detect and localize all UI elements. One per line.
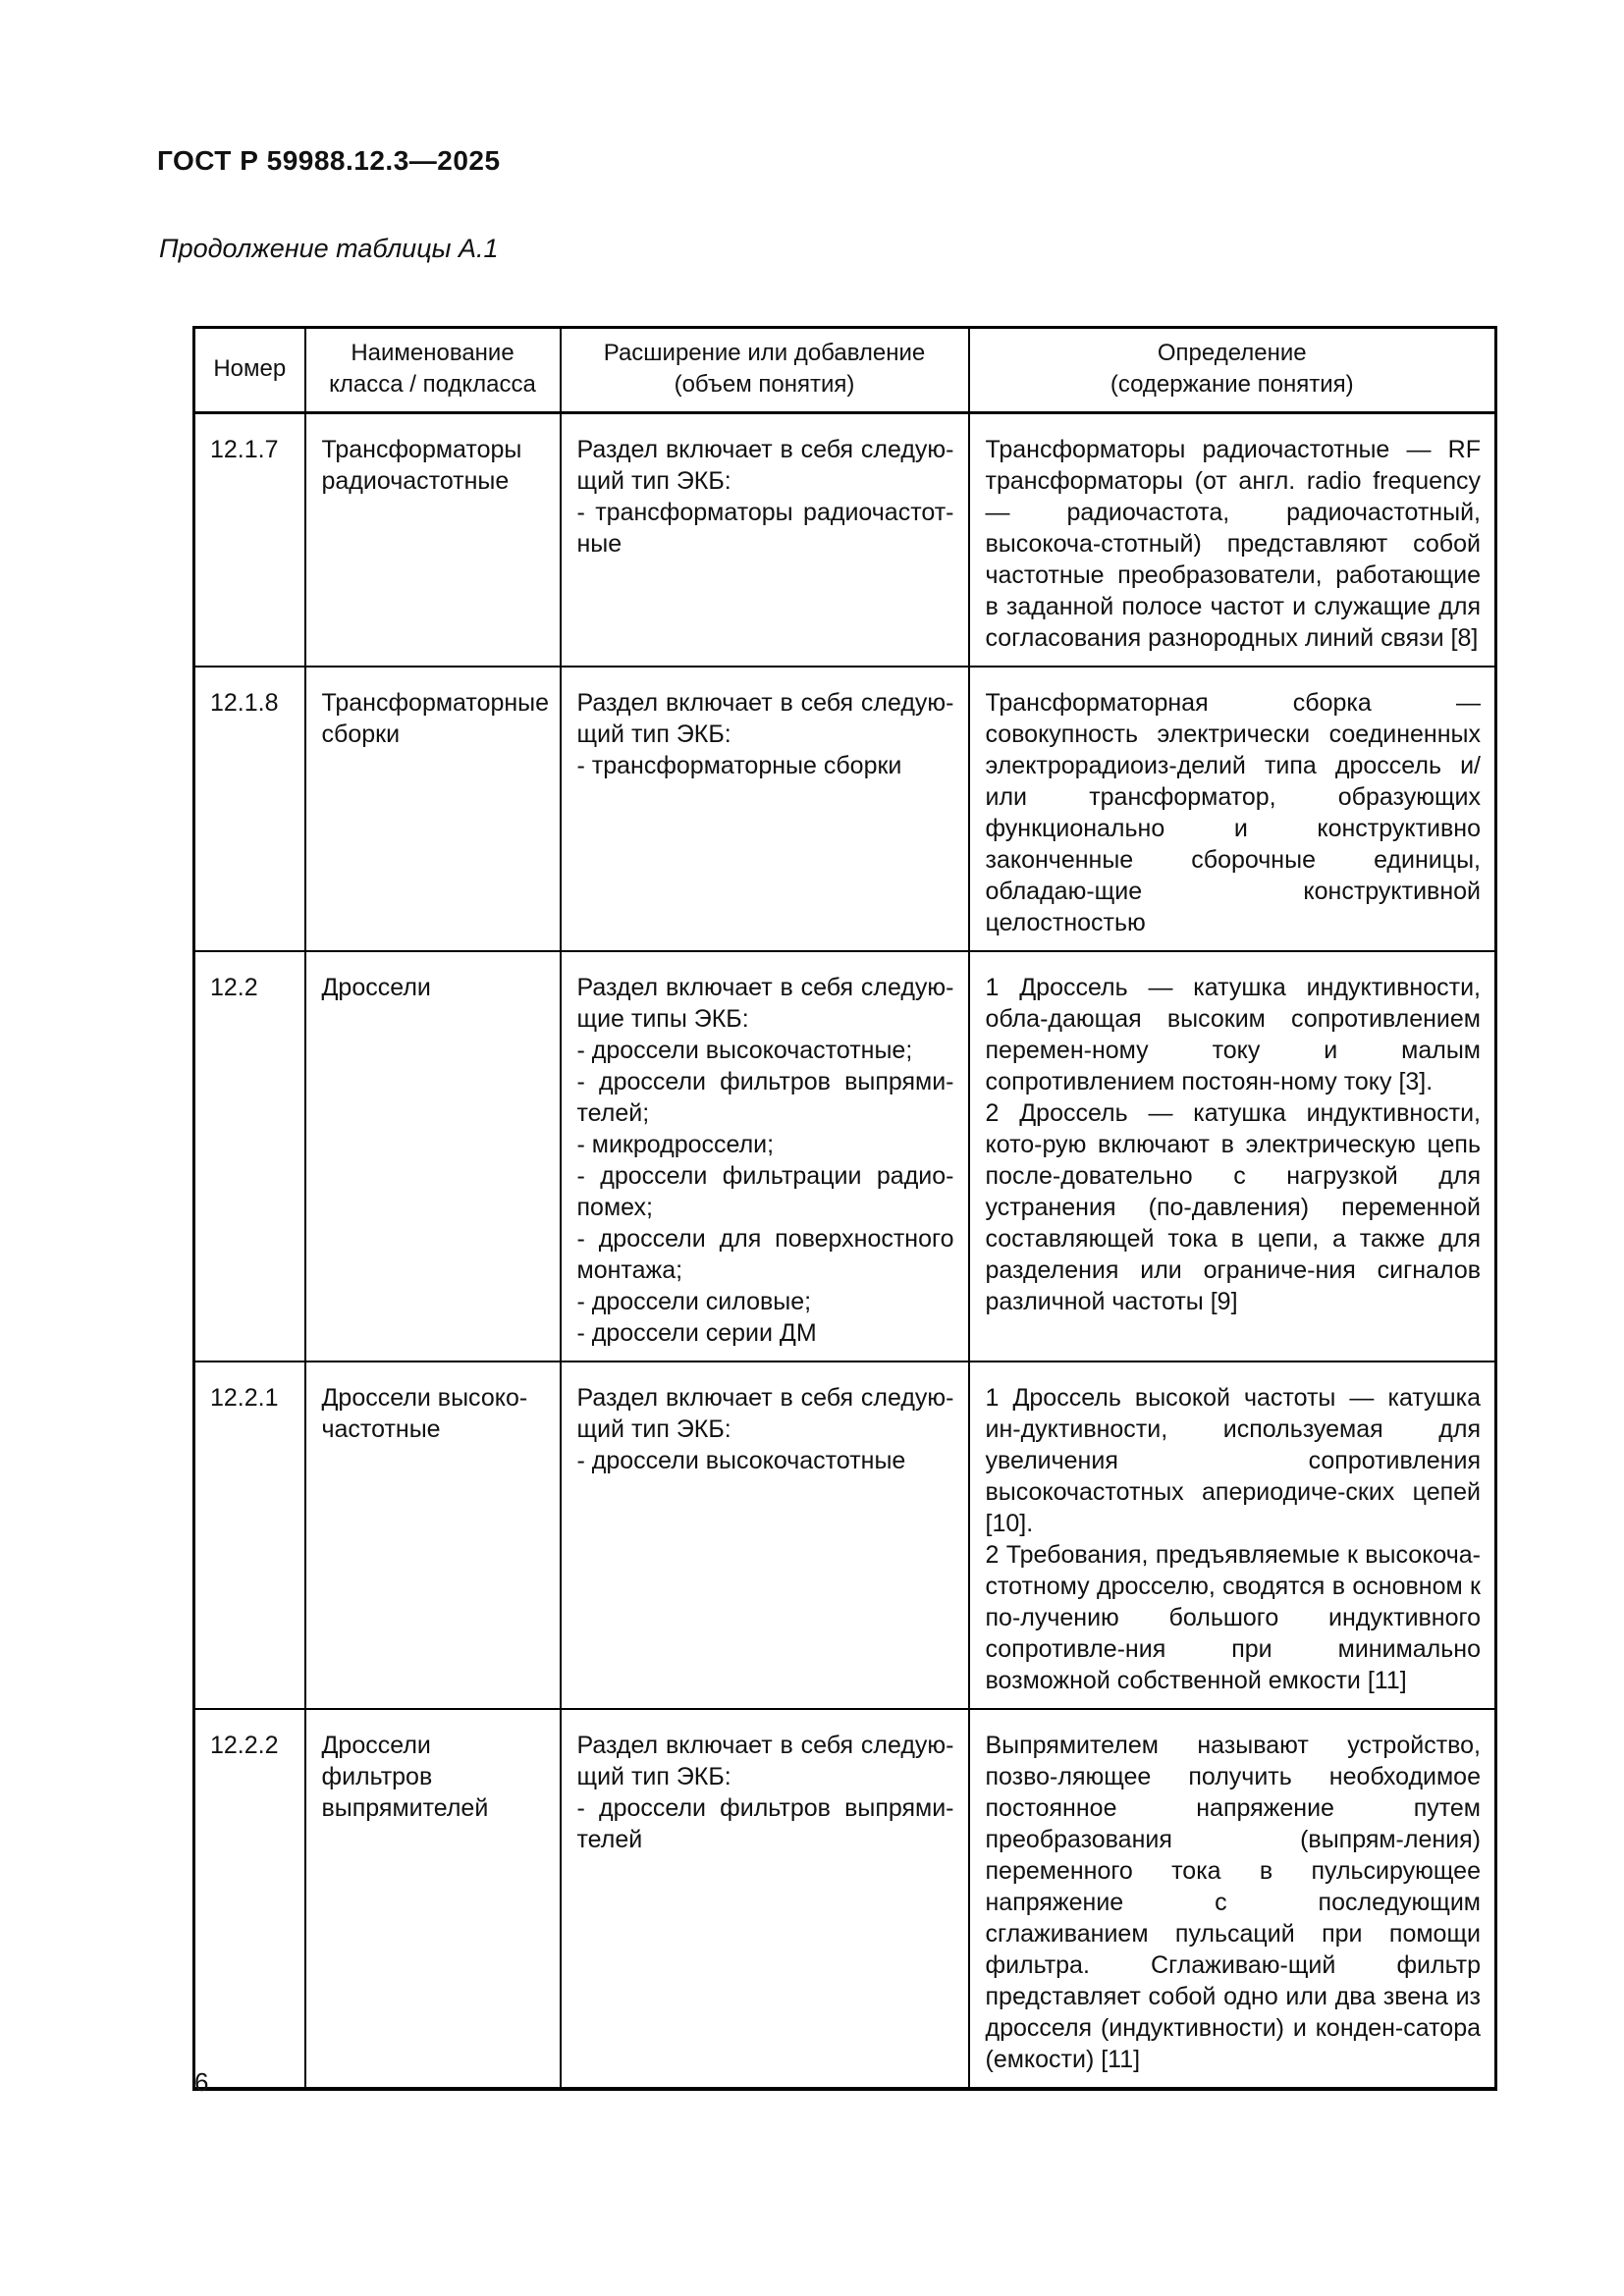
row-extension: Раздел включает в себя следую-щий тип ЭКБ: - дроссели фильтров выпрями-телей xyxy=(576,1732,954,1853)
column-header-definition: Определение (содержание понятия) xyxy=(969,328,1496,413)
row-class-name: Трансформаторы радиочастотные xyxy=(321,436,522,495)
table-caption: Продолжение таблицы А.1 xyxy=(159,234,499,263)
row-class-name: Дроссели xyxy=(321,974,431,1001)
column-header-name: Наименование класса / подкласса xyxy=(305,328,561,413)
row-number: 12.1.7 xyxy=(210,436,279,463)
page-number: 6 xyxy=(194,2067,209,2097)
table-row xyxy=(194,667,1496,951)
row-class-name: Дроссели высоко-частотные xyxy=(321,1384,528,1443)
row-extension: Раздел включает в себя следую-щий тип ЭКБ: - трансформаторные сборки xyxy=(576,689,954,779)
row-definition: Трансформаторы радиочастотные — RF трансформаторы (от англ. radio frequency — радиочастота, радиочастотный, высокоча-стотный) представляют собой частотные преобразователи, работающие в заданной полосе частот и служащие для согласования разнородных линий связи [8] xyxy=(985,436,1481,652)
row-number: 12.2.1 xyxy=(210,1384,279,1412)
table-row xyxy=(194,1362,1496,1709)
classification-table xyxy=(192,326,1497,2091)
row-number: 12.2.2 xyxy=(210,1732,279,1759)
column-header-number: Номер xyxy=(194,328,305,413)
row-extension: Раздел включает в себя следую-щий тип ЭКБ: - дроссели высокочастотные xyxy=(576,1384,954,1474)
row-definition: 1 Дроссель — катушка индуктивности, обла-дающая высоким сопротивлением перемен-ному току и малым сопротивлением постоян-ному току [3]. 2 Дроссель — катушка индуктивности, кото-рую включают в электрическую цепь после-довательно с нагрузкой для устранения (по-давления) переменной составляющей тока в цепи, а также для разделения или ограниче-ния сигналов различной частоты [9] xyxy=(985,974,1481,1315)
row-number: 12.1.8 xyxy=(210,689,279,717)
row-definition: 1 Дроссель высокой частоты — катушка ин-дуктивности, используемая для увеличения сопротивления высокочастотных апериодиче-ских цепей [10]. 2 Требования, предъявляемые к высокоча-стотному дросселю, сводятся в основном к по-лучению большого индуктивного сопротивле-ния при минимально возможной собственной емкости [11] xyxy=(985,1384,1481,1694)
column-header-extension: Расширение или добавление (объем понятия) xyxy=(561,328,969,413)
row-class-name: Дроссели фильтров выпрямителей xyxy=(321,1732,489,1822)
row-class-name: Трансформаторные сборки xyxy=(321,689,550,748)
row-extension: Раздел включает в себя следую-щие типы ЭКБ: - дроссели высокочастотные; - дроссели фильтров выпрями-телей; - микродроссели; - дроссели фильтрации радио-помех; - дроссели для поверхностного монтажа; - дроссели силовые; - дроссели серии ДМ xyxy=(576,974,954,1347)
table-row xyxy=(194,413,1496,667)
table-row xyxy=(194,951,1496,1362)
row-definition: Выпрямителем называют устройство, позво-ляющее получить необходимое постоянное напряжение путем преобразования (выпрям-ления) переменного тока в пульсирующее напряжение с последующим сглаживанием пульсаций при помощи фильтра. Сглаживаю-щий фильтр представляет собой одно или два звена из дросселя (индуктивности) и конден-сатора (емкости) [11] xyxy=(985,1732,1481,2073)
row-definition: Трансформаторная сборка — совокупность электрически соединенных электрорадиоиз-делий типа дроссель и/или трансформатор, образующих функционально и конструктивно законченные сборочные единицы, обладаю-щие конструктивной целостностью xyxy=(985,689,1481,936)
table-header-row xyxy=(194,328,1496,413)
table-row xyxy=(194,1709,1496,2089)
row-extension: Раздел включает в себя следую-щий тип ЭКБ: - трансформаторы радиочастот-ные xyxy=(576,436,954,558)
document-title: ГОСТ Р 59988.12.3—2025 xyxy=(157,145,501,176)
row-number: 12.2 xyxy=(210,974,258,1001)
